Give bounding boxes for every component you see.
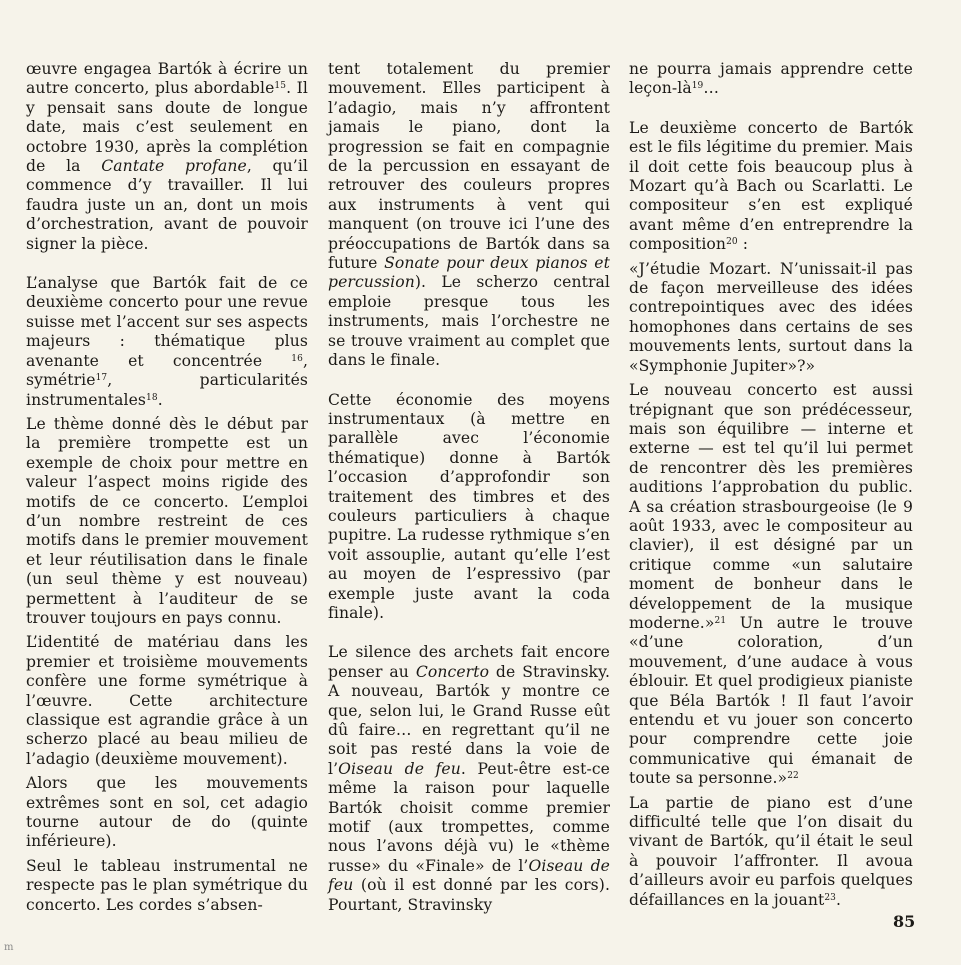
- text-column-right: [629, 60, 913, 910]
- paragraph: Le silence des archets fait encore penser au Concerto de Stravinsky. A nouveau, Bartók y montre ce que, selon lui, le Grand Russe eût dû faire… en regrettant qu’il ne soit pas resté dans la voie de l’Oiseau de feu. Peut-être est-ce même la raison pour laquelle Bartók choisit comme premier motif (aux trompettes, comme nous l’avons déjà vu) le «thème russe» du «Finale» de l’Oiseau de feu (où il est donné par les cors). Pourtant, Stravinsky: [328, 643, 610, 914]
- paragraph: tent totalement du premier mouvement. Elles participent à l’adagio, mais n’y affrontent jamais le piano, dont la progression se fait en compagnie de la percussion en essayant de retrouver des couleurs propres aux instruments à vent qui manquent (on trouve ici l’une des préoccupations de Bartók dans sa future Sonate pour deux pianos et percussion). Le scherzo central emploie presque tous les instruments, mais l’orchestre ne se trouve vraiment au complet que dans le finale.: [328, 60, 610, 370]
- paragraph: L’identité de matériau dans les premier et troisième mouvements confère une forme symétrique à l’œuvre. Cette architecture classique est agrandie grâce à un scherzo placé au beau milieu de l’adagio (deuxième mouvement).: [26, 633, 308, 768]
- paragraph: Le nouveau concerto est aussi trépignant que son prédécesseur, mais son équilibre — interne et externe — est tel qu’il lui permet de rencontrer dès les premières auditions l’approbation du public. A sa création strasbourgeoise (le 9 août 1933, avec le compositeur au clavier), il est désigné par un critique comme «un salutaire moment de bonheur dans le développement de la musique moderne.»$^{21}$ Un autre le trouve «d’une coloration, d’un mouvement, d’une audace à vous éblouir. Et quel prodigieux pianiste que Béla Bartók ! Il faut l’avoir entendu et vu jouer son concerto pour comprendre cette joie communicative qui émanait de toute sa personne.»$^{22}$: [629, 381, 913, 788]
- paragraph: La partie de piano est d’une difficulté telle que l’on disait du vivant de Bartók, qu’il était le seul à pouvoir l’affronter. Il avoua d’ailleurs avoir eu parfois quelques défaillances en la jouant$^{23}$.: [629, 793, 913, 909]
- paragraph: «J’étudie Mozart. N’unissait-il pas de façon merveilleuse des idées contrepointiques avec des idées homophones dans certains de ses mouvements lents, surtout dans la «Symphonie Jupiter»?»: [629, 259, 913, 375]
- corner-mark: m: [4, 942, 14, 953]
- paragraph: L’analyse que Bartók fait de ce deuxième concerto pour une revue suisse met l’accent sur ses aspects majeurs : thématique plus avenante et concentrée $^{16}$, symétrie$^{17}$, particularités instrumentales$^{18}$.: [26, 274, 308, 409]
- paragraph: Seul le tableau instrumental ne respecte pas le plan symétrique du concerto. Les cordes s’absen-: [26, 856, 308, 914]
- paragraph: ne pourra jamais apprendre cette leçon-$là^{19}\dots$: [629, 60, 913, 98]
- paragraph: Le deuxième concerto de Bartók est le fils légitime du premier. Mais il doit cette fois beaucoup plus à Mozart qu’à Bach ou Scarlatti. Le compositeur s’en est expliqué avant même d’en entreprendre la composition$^{20}$ :: [629, 118, 913, 254]
- page-number: 85: [893, 912, 916, 931]
- paragraph: Cette économie des moyens instrumentaux (à mettre en parallèle avec l’économie thématique) donne à Bartók l’occasion d’approfondir son traitement des timbres et des couleurs particuliers à chaque pupitre. La rudesse rythmique s’en voit assouplie, autant qu’elle l’est au moyen de l’espressivo (par exemple juste avant la coda finale).: [328, 390, 610, 622]
- text-column-middle: [328, 60, 610, 915]
- text-column-left: [26, 60, 308, 915]
- paragraph: Alors que les mouvements extrêmes sont en sol, cet adagio tourne autour de do (quinte inférieure).: [26, 774, 308, 851]
- paragraph: Le thème donné dès le début par la première trompette est un exemple de choix pour mettre en valeur l’aspect moins rigide des motifs de ce concerto. L’emploi d’un nombre restreint de ces motifs dans le premier mouvement et leur réutilisation dans le finale (un seul thème y est nouveau) permettent à l’auditeur de se trouver toujours en pays connu.: [26, 414, 308, 627]
- paragraph: œuvre engagea Bartók à écrire un autre concerto, plus abordable$^{15}$. Il y pensait sans doute de longue date, mais c’est seulement en octobre 1930, après la complétion de la Cantate profane, qu’il commence d’y travailler. Il lui faudra juste un an, dont un mois d’orchestration, avant de pouvoir signer la pièce.: [26, 60, 309, 253]
